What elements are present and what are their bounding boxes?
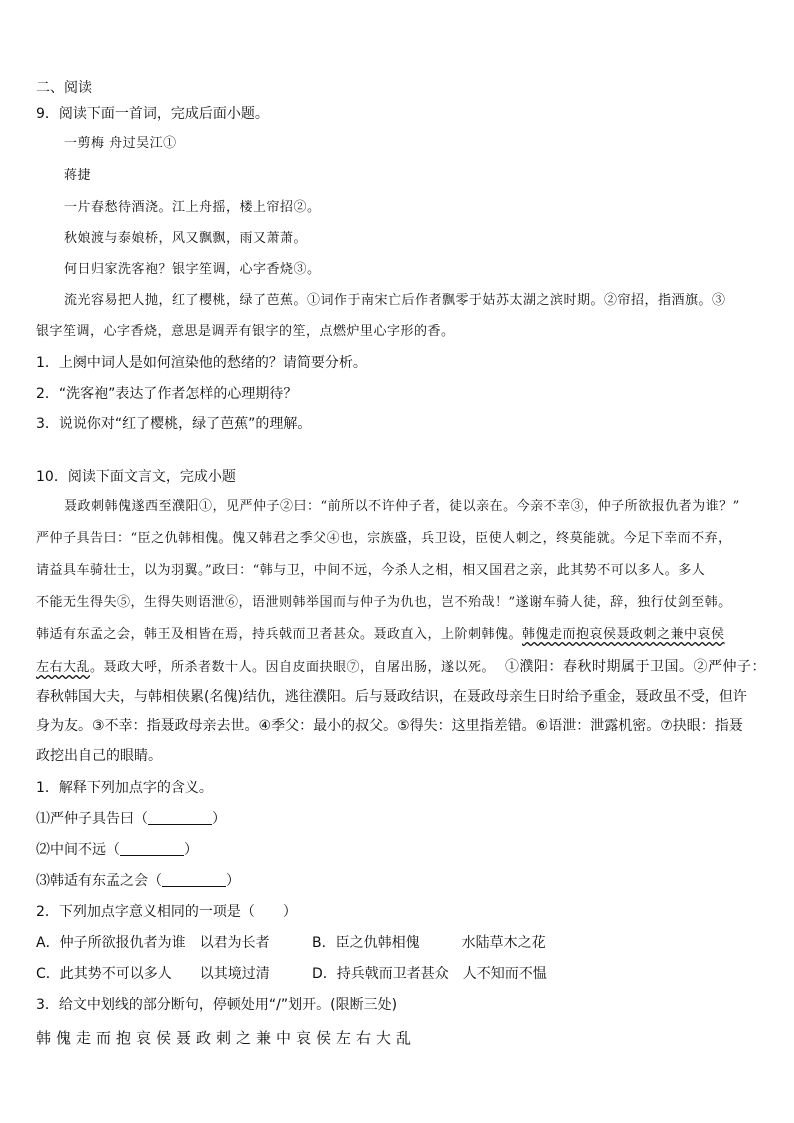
poem-note-2: 银字笙调，心字香烧，意思是调弄有银字的笙，点燃炉里心字形的香。 bbox=[36, 324, 455, 339]
q10-text-line-5 bbox=[36, 625, 725, 645]
q10-sub1-item-1 bbox=[36, 809, 226, 829]
sub1-item-3-label: ⑶韩适有东孟之会（ bbox=[36, 873, 162, 889]
q10-prompt: 10．阅读下面文言文，完成小题 bbox=[36, 469, 236, 485]
answer-blank-1[interactable] bbox=[148, 810, 212, 825]
q10-text-line-4: 不能无生得失⑤，生得失则语泄⑥，语泄则韩举国而与仲子为仇也，岂不殆哉！”遂谢车骑人徒，辞，独行仗剑至韩。 bbox=[36, 595, 732, 610]
q10-text-line-3: 请益具车骑壮士，以为羽翼。”政曰：“韩与卫，中间不远，今杀人之相，相又国君之亲，此其势不可以多人。多人 bbox=[36, 563, 706, 578]
q10-note-line-2: 身为友。③不幸：指聂政母亲去世。④季父：最小的叔父。⑤得失：这里指差错。⑥语泄：泄露机密。⑦抉眼：指聂 bbox=[36, 718, 743, 734]
paren-close: ） bbox=[212, 811, 226, 827]
q10-sub1-item-2 bbox=[36, 840, 198, 860]
poem-author: 蒋捷 bbox=[64, 168, 92, 183]
paren-close: ） bbox=[226, 873, 240, 889]
q10-sub1-item-3 bbox=[36, 871, 240, 891]
sub1-item-2-label: ⑵中间不远（ bbox=[36, 842, 120, 858]
poem-line-3: 何日归家洗客袍？银字笙调，心字香烧③。 bbox=[64, 262, 321, 277]
q10-sub2: 2．下列加点字意义相同的一项是（ ） bbox=[36, 904, 297, 920]
q9-question-1: 1．上阕中词人是如何渲染他的愁绪的？请简要分析。 bbox=[36, 355, 367, 371]
paren-close: ） bbox=[184, 842, 198, 858]
q9-question-3: 3．说说你对“红了樱桃，绿了芭蕉”的理解。 bbox=[36, 416, 312, 432]
poem-line-1: 一片春愁待酒浇。江上舟摇，楼上帘招②。 bbox=[64, 200, 321, 215]
q10-sub1: 1．解释下列加点字的含义。 bbox=[36, 780, 213, 796]
option-d: D．持兵戟而卫者甚众 人不知而不愠 bbox=[312, 966, 547, 982]
punctuation-sequence: 韩傀走而抱哀侯聂政刺之兼中哀侯左右大乱 bbox=[36, 1029, 417, 1047]
answer-blank-2[interactable] bbox=[120, 841, 184, 856]
q10-text-line-2: 严仲子具告曰：“臣之仇韩相傀。傀又韩君之季父④也，宗族盛，兵卫设，臣使人刺之，终莫能就。今足下幸而不弃， bbox=[36, 531, 732, 546]
option-c: C．此其势不可以多人 以其境过清 bbox=[36, 966, 270, 982]
q10-text-line-1: 聂政刺韩傀遂西至濮阳①，见严仲子②曰：“前所以不许仲子者，徒以亲在。今亲不幸③，仲子所欲报仇者为谁？” bbox=[64, 499, 740, 514]
poem-note-1: 流光容易把人抛，红了樱桃，绿了芭蕉。①词作于南宋亡后作者飘零于姑苏太湖之滨时期。②帘招，指酒旗。③ bbox=[64, 293, 726, 308]
text-line-5-plain: 韩适有东孟之会，韩王及相皆在焉，持兵戟而卫者甚众。聂政直入，上阶刺韩傀。 bbox=[36, 627, 523, 642]
poem-title: 一剪梅 舟过吴江① bbox=[64, 136, 177, 151]
q9-prompt: 9．阅读下面一首词，完成后面小题。 bbox=[36, 106, 269, 122]
option-a: A．仲子所欲报仇者为谁 以君为长者 bbox=[36, 935, 270, 951]
text-line-6-note: ①濮阳：春秋时期属于卫国。②严仲子： bbox=[505, 659, 767, 675]
section-title: 二、阅读 bbox=[36, 80, 92, 96]
q10-note-line-3: 政挖出自己的眼睛。 bbox=[36, 748, 162, 764]
underlined-passage-part-1: 韩傀走而抱哀侯聂政刺之兼中哀侯 bbox=[522, 627, 725, 642]
option-b: B．臣之仇韩相傀 水陆草木之花 bbox=[312, 935, 546, 951]
underlined-passage-part-2: 左右大乱 bbox=[36, 660, 91, 675]
text-line-6-plain: 。聂政大呼，所杀者数十人。因自皮面抉眼⑦，自屠出肠，遂以死。 bbox=[90, 660, 496, 675]
answer-blank-3[interactable] bbox=[162, 872, 226, 887]
sub1-item-1-label: ⑴严仲子具告曰（ bbox=[36, 811, 148, 827]
q10-sub3: 3．给文中划线的部分断句，停顿处用“/”划开。(限断三处) bbox=[36, 997, 398, 1013]
q10-note-line-1: 春秋韩国大夫，与韩相侠累(名傀)结仇，逃往濮阳。后与聂政结识，在聂政母亲生日时给予重金，聂政虽不受，但许 bbox=[36, 689, 747, 705]
poem-line-2: 秋娘渡与泰娘桥，风又飘飘，雨又萧萧。 bbox=[64, 231, 308, 246]
q9-question-2: 2．“洗客袍”表达了作者怎样的心理期待？ bbox=[36, 386, 298, 402]
q10-text-line-6 bbox=[36, 657, 766, 678]
